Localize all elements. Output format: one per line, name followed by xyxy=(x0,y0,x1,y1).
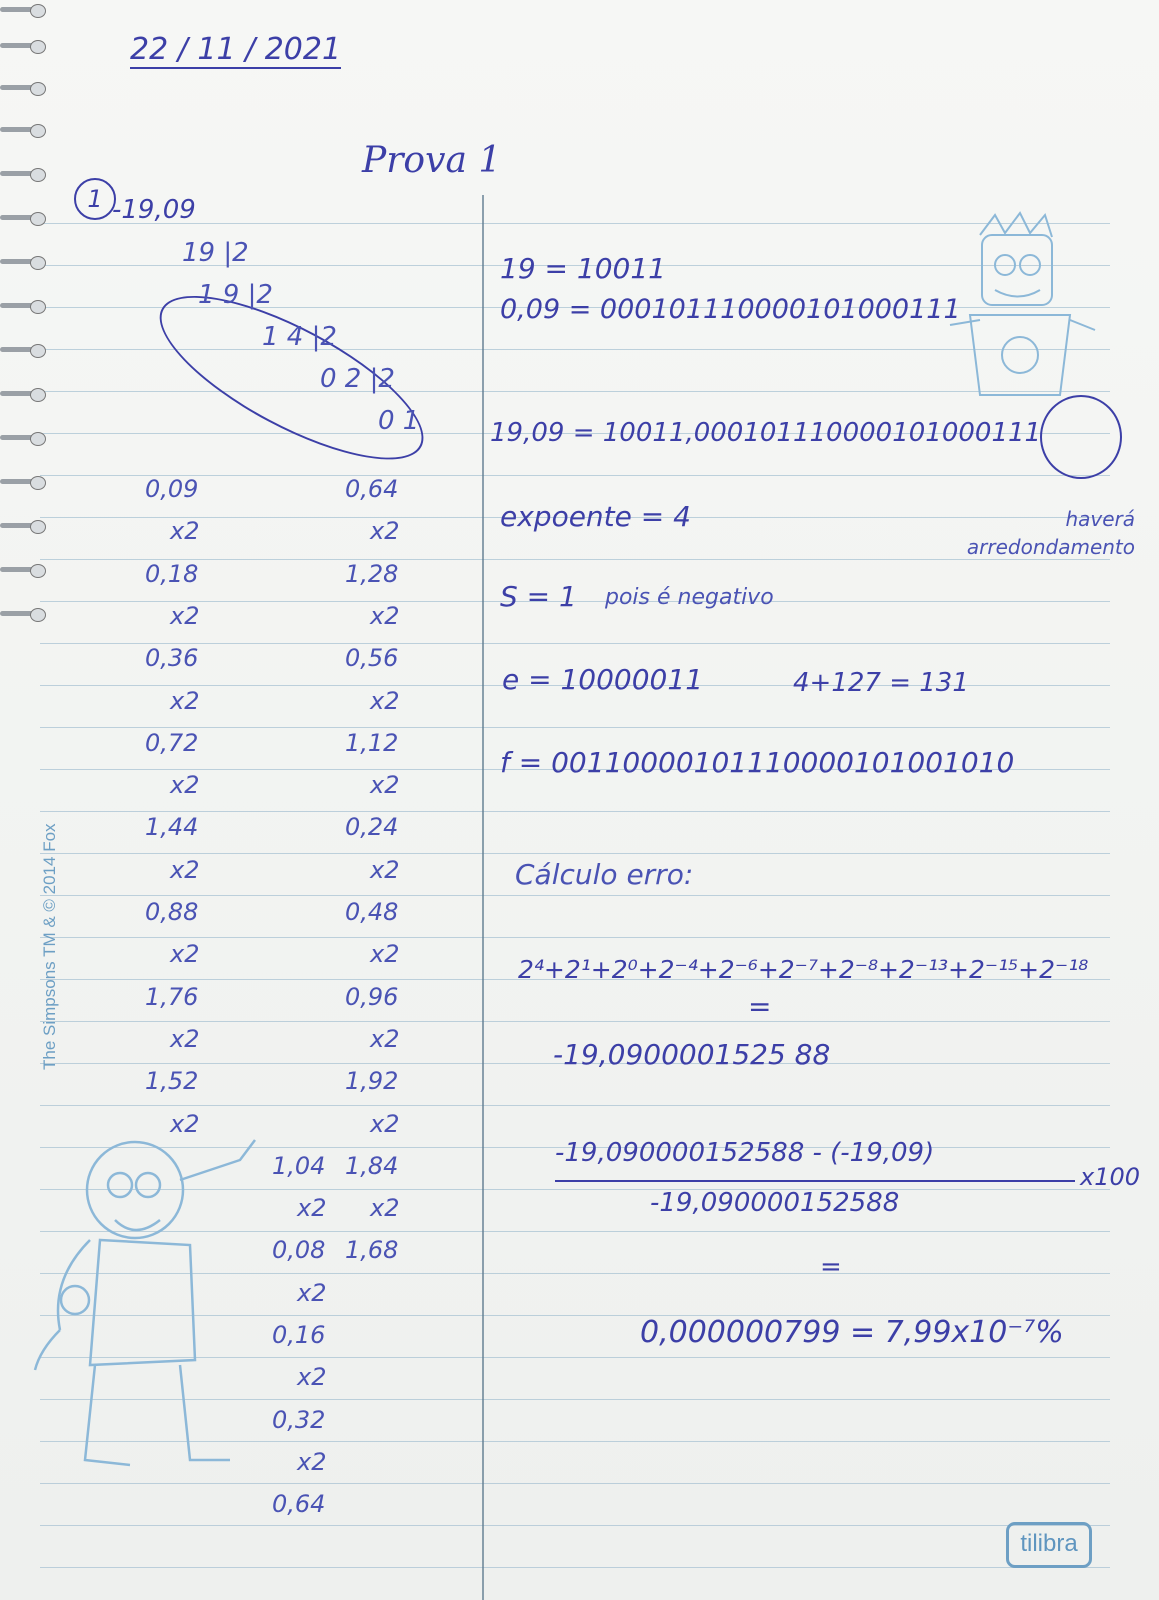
date: 22 / 11 / 2021 xyxy=(130,32,342,67)
division-line: 1 4 |2 xyxy=(262,322,337,352)
spiral-coil xyxy=(0,298,52,314)
multiply-mark: x2 xyxy=(297,1194,327,1223)
multiply-mark: x2 xyxy=(170,1024,200,1053)
error-numerator: -19,090000152588 - (-19,09) xyxy=(555,1138,935,1168)
division-line: 0 2 |2 xyxy=(320,364,395,394)
fraction-step: 0,88 xyxy=(145,898,199,926)
sign-reason: pois é negativo xyxy=(605,585,774,610)
fraction-step: 0,32 xyxy=(272,1405,326,1434)
ruled-line xyxy=(40,475,1110,476)
rounding-note: haverá arredondamento xyxy=(966,507,1135,559)
mantissa: f = 00110000101110000101001010 xyxy=(500,746,1015,779)
spiral-coil xyxy=(0,254,52,270)
fraction-step: 1,12 xyxy=(345,728,399,757)
bart-illustration xyxy=(940,205,1100,415)
ruled-line xyxy=(40,1567,1110,1568)
exponent-bits: e = 10000011 xyxy=(502,663,704,696)
fraction-step: 0,08 xyxy=(272,1236,326,1265)
multiply-mark: x2 xyxy=(297,1363,327,1392)
exam-title: Prova 1 xyxy=(362,140,502,181)
spiral-coil xyxy=(0,474,52,490)
exponent-sum: 4+127 = 131 xyxy=(793,668,969,698)
final-result: 0,000000799 = 7,99x10⁻⁷% xyxy=(640,1315,1064,1350)
given-number: -19,09 xyxy=(112,195,196,225)
ruled-line xyxy=(40,1021,1110,1022)
fraction-step: 1,84 xyxy=(345,1151,399,1180)
multiply-mark: x2 xyxy=(170,1109,200,1138)
fraction-step: 0,18 xyxy=(145,559,199,588)
multiply-mark: x2 xyxy=(370,686,400,715)
multiply-mark: x2 xyxy=(170,771,200,800)
multiply-mark: x2 xyxy=(170,601,200,630)
fraction-step: 1,92 xyxy=(345,1067,399,1096)
fraction-step: 1,68 xyxy=(345,1236,399,1265)
tilibra-logo: tilibra xyxy=(1006,1522,1092,1568)
fraction-step: 1,28 xyxy=(345,559,399,588)
division-line: 0 1 xyxy=(378,406,420,436)
fraction-step: 1,44 xyxy=(145,813,199,842)
binary-total: 19,09 = 10011,000101110000101000111 xyxy=(490,418,1042,448)
multiply-mark: x2 xyxy=(370,771,400,800)
spiral-coil xyxy=(0,166,52,182)
ruled-line xyxy=(40,1525,1110,1526)
question-number: 1 xyxy=(74,178,116,220)
fraction-step: 1,52 xyxy=(145,1067,199,1096)
division-line: 19 |2 xyxy=(182,238,249,268)
multiply-mark: x2 xyxy=(170,517,200,546)
multiply-mark: x2 xyxy=(370,1194,400,1223)
division-line: 1 9 |2 xyxy=(198,280,273,310)
multiply-mark: x2 xyxy=(370,855,400,884)
ruled-line xyxy=(40,727,1110,728)
spiral-coil xyxy=(0,342,52,358)
homer-illustration xyxy=(20,1130,270,1490)
ruled-line xyxy=(40,643,1110,644)
fraction-step: 0,16 xyxy=(272,1321,326,1349)
spiral-coil xyxy=(0,2,52,18)
copyright-watermark: The Simpsons TM & © 2014 Fox xyxy=(40,823,59,1070)
fraction-step: 0,72 xyxy=(145,728,199,757)
sign-bit: S = 1 xyxy=(500,580,577,613)
spiral-coil xyxy=(0,80,52,96)
exponent: expoente = 4 xyxy=(500,500,691,533)
spiral-coil xyxy=(0,430,52,446)
spiral-coil xyxy=(0,518,52,534)
approx-value: -19,0900001525 88 xyxy=(553,1038,831,1071)
multiply-mark: x2 xyxy=(297,1447,327,1476)
fraction-step: 0,36 xyxy=(145,644,199,673)
fraction-step: 0,64 xyxy=(345,475,399,503)
spiral-coil xyxy=(0,122,52,138)
multiply-mark: x2 xyxy=(370,940,400,969)
multiply-mark: x2 xyxy=(297,1278,327,1307)
fraction-step: 0,56 xyxy=(345,644,399,673)
ruled-line xyxy=(40,895,1110,896)
ruled-line xyxy=(40,937,1110,938)
error-denominator: -19,090000152588 xyxy=(650,1188,900,1218)
spiral-coil xyxy=(0,386,52,402)
fraction-step: 0,09 xyxy=(145,475,199,503)
multiply-mark: x2 xyxy=(170,940,200,969)
multiplier: x100 xyxy=(1080,1163,1141,1191)
division-oval-mark xyxy=(139,265,445,490)
fraction-bar xyxy=(555,1180,1075,1182)
multiply-mark: x2 xyxy=(370,1024,400,1053)
spiral-coil xyxy=(0,606,52,622)
multiply-mark: x2 xyxy=(370,517,400,546)
fraction-step: 1,76 xyxy=(145,982,199,1011)
error-heading: Cálculo erro: xyxy=(515,858,694,891)
equals-1: = xyxy=(748,990,772,1023)
spiral-coil xyxy=(0,38,52,54)
ruled-line xyxy=(40,853,1110,854)
fraction-step: 0,24 xyxy=(345,813,399,842)
fraction-step: 0,48 xyxy=(345,898,399,926)
fraction-step: 0,64 xyxy=(272,1490,326,1519)
binary-integer: 19 = 10011 xyxy=(500,252,666,285)
fraction-step: 1,04 xyxy=(272,1151,326,1180)
ruled-line xyxy=(40,811,1110,812)
margin-line xyxy=(482,195,484,1600)
multiply-mark: x2 xyxy=(170,686,200,715)
equals-2: = xyxy=(820,1252,842,1282)
ruled-line xyxy=(40,1105,1110,1106)
fraction-step: 0,96 xyxy=(345,982,399,1011)
binary-fraction: 0,09 = 000101110000101000111 xyxy=(500,294,961,325)
multiply-mark: x2 xyxy=(370,601,400,630)
spiral-coil xyxy=(0,210,52,226)
multiply-mark: x2 xyxy=(370,1109,400,1138)
multiply-mark: x2 xyxy=(170,855,200,884)
spiral-coil xyxy=(0,562,52,578)
power-sum: 2⁴+2¹+2⁰+2⁻⁴+2⁻⁶+2⁻⁷+2⁻⁸+2⁻¹³+2⁻¹⁵+2⁻¹⁸ xyxy=(518,955,1089,984)
